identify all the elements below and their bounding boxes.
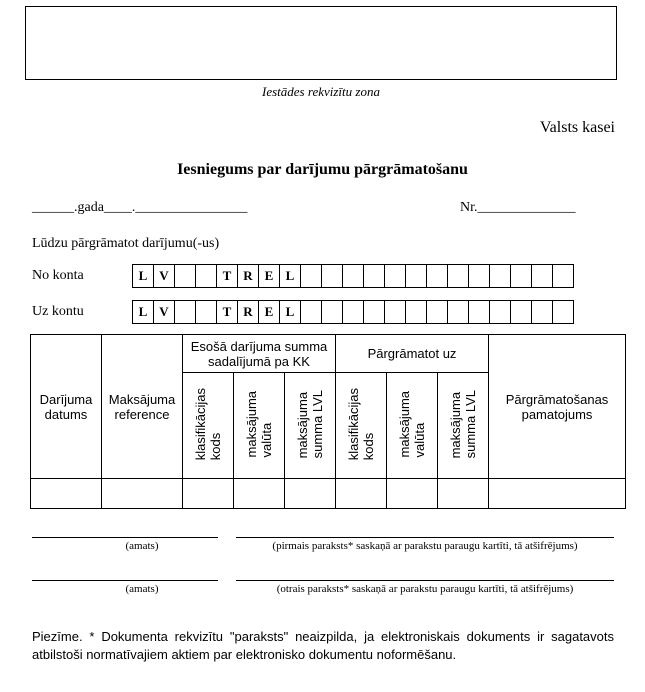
header-rebook-class: klasifikācijas kods [336,373,387,479]
account-char-cell[interactable] [426,264,448,288]
account-char-cell[interactable]: R [237,264,259,288]
account-char-cell[interactable]: L [279,264,301,288]
account-char-cell[interactable] [300,300,322,324]
account-char-cell[interactable] [342,264,364,288]
institution-details-box [25,6,617,80]
account-char-cell[interactable] [510,264,532,288]
cell-rebook-sum[interactable] [438,479,489,509]
footnote: Piezīme. * Dokumenta rekvizītu "paraksts" neaizpilda, ja elektroniskais dokuments ir sagatavots atbilstoši normatīvajiem aktiem par elektronisko dokumentu noformēšanu. [32,629,614,662]
account-char-cell[interactable] [195,264,217,288]
cell-rebook-currency[interactable] [387,479,438,509]
account-char-cell[interactable]: R [237,300,259,324]
account-char-cell[interactable] [531,264,553,288]
zone-caption: Iestādes rekvizītu zona [262,84,380,99]
account-char-cell[interactable] [468,300,490,324]
header-date: Darījuma datums [31,335,102,479]
cell-rebook-class[interactable] [336,479,387,509]
account-char-cell[interactable] [384,300,406,324]
account-char-cell[interactable] [174,264,196,288]
recipient: Valsts kasei [539,119,615,136]
account-char-cell[interactable] [174,300,196,324]
from-account-grid [133,264,574,288]
number-line: Nr.______________ [460,200,576,215]
account-char-cell[interactable] [405,300,427,324]
account-char-cell[interactable] [405,264,427,288]
account-char-cell[interactable]: L [132,300,154,324]
account-char-cell[interactable] [552,300,574,324]
to-account-grid [133,300,574,324]
header-rebook-sum-lvl: maksājuma summa LVL [438,373,489,479]
cell-existing-currency[interactable] [234,479,285,509]
document-title: Iesniegums par darījumu pārgrāmatošanu [177,161,468,178]
header-existing-class: klasifikācijas kods [183,373,234,479]
account-char-cell[interactable]: E [258,300,280,324]
position-caption-1: (amats) [125,540,159,552]
header-rebook-currency: maksājuma valūta [387,373,438,479]
account-char-cell[interactable] [489,264,511,288]
header-existing-sum-lvl: maksājuma summa LVL [285,373,336,479]
transactions-table [30,334,626,509]
account-char-cell[interactable] [195,300,217,324]
account-char-cell[interactable] [342,300,364,324]
from-account-label: No konta [32,268,84,283]
account-char-cell[interactable] [552,264,574,288]
position-line-2 [32,580,218,581]
request-text: Lūdzu pārgrāmatot darījumu(-us) [32,236,220,251]
header-rebook-to: Pārgrāmatot uz [336,335,489,373]
account-char-cell[interactable] [447,300,469,324]
account-char-cell[interactable] [531,300,553,324]
to-account-label: Uz kontu [32,304,84,319]
account-char-cell[interactable] [321,300,343,324]
account-char-cell[interactable] [384,264,406,288]
account-char-cell[interactable]: T [216,300,238,324]
account-char-cell[interactable] [363,264,385,288]
header-existing-currency: maksājuma valūta [234,373,285,479]
account-char-cell[interactable] [426,300,448,324]
position-line-1 [32,537,218,538]
cell-reference[interactable] [102,479,183,509]
account-char-cell[interactable] [447,264,469,288]
cell-date[interactable] [31,479,102,509]
header-existing-sum: Esošā darījuma summa sadalījumā pa KK [183,335,336,373]
account-char-cell[interactable]: V [153,264,175,288]
table-row [31,479,626,509]
position-caption-2: (amats) [125,583,159,595]
signature-caption-1: (pirmais paraksts* saskaņā ar parakstu paraugu kartīti, tā atšifrējums) [272,540,578,552]
account-char-cell[interactable]: L [132,264,154,288]
cell-basis[interactable] [489,479,626,509]
date-line: ______.gada____.________________ [32,200,248,215]
account-char-cell[interactable]: V [153,300,175,324]
account-char-cell[interactable]: T [216,264,238,288]
header-reference: Maksājuma reference [102,335,183,479]
cell-existing-sum[interactable] [285,479,336,509]
account-char-cell[interactable] [468,264,490,288]
account-char-cell[interactable]: E [258,264,280,288]
signature-line-1 [236,537,614,538]
signature-caption-2: (otrais paraksts* saskaņā ar parakstu paraugu kartīti, tā atšifrējums) [276,583,574,595]
cell-existing-class[interactable] [183,479,234,509]
account-char-cell[interactable] [510,300,532,324]
signature-line-2 [236,580,614,581]
header-basis: Pārgrāmatošanas pamatojums [489,335,626,479]
account-char-cell[interactable] [489,300,511,324]
account-char-cell[interactable] [363,300,385,324]
account-char-cell[interactable] [300,264,322,288]
account-char-cell[interactable] [321,264,343,288]
account-char-cell[interactable]: L [279,300,301,324]
